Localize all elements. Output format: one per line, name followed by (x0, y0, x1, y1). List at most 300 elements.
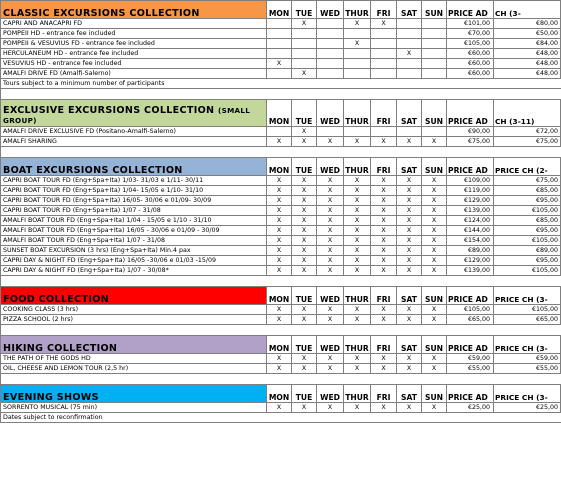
section-title-text: EXCLUSIVE EXCURSIONS COLLECTION (3, 105, 215, 116)
day-availability: X (397, 403, 422, 413)
day-availability: X (397, 354, 422, 364)
spacer-cell (494, 89, 561, 100)
day-availability: X (422, 176, 447, 186)
day-availability: X (422, 315, 447, 325)
price-child: €84,00 (494, 39, 561, 49)
spacer-cell (292, 89, 317, 100)
day-availability: X (267, 354, 292, 364)
day-availability (422, 127, 447, 137)
day-availability: X (344, 137, 371, 147)
day-availability: X (292, 19, 317, 29)
day-availability: X (397, 216, 422, 226)
note-row (1, 413, 561, 423)
tour-name: PIZZA SCHOOL (2 hrs) (1, 315, 267, 325)
day-availability (317, 19, 344, 29)
price-adult: €105,00 (447, 39, 494, 49)
day-availability: X (317, 196, 344, 206)
tour-name: COOKING CLASS (3 hrs) (1, 305, 267, 315)
spacer-cell (317, 89, 344, 100)
empty-cell (292, 413, 317, 423)
day-availability: X (344, 226, 371, 236)
price-adult-header: PRICE AD (447, 385, 494, 403)
day-availability: X (292, 246, 317, 256)
day-header: TUE (292, 385, 317, 403)
day-availability: X (422, 364, 447, 374)
day-availability: X (267, 305, 292, 315)
day-availability (371, 69, 397, 79)
spacer-cell (494, 325, 561, 336)
day-availability (422, 39, 447, 49)
day-availability: X (317, 266, 344, 276)
price-child: €48,00 (494, 49, 561, 59)
day-availability: X (371, 305, 397, 315)
day-availability: X (371, 236, 397, 246)
day-header: TUE (292, 158, 317, 176)
day-availability: X (344, 354, 371, 364)
day-availability (292, 39, 317, 49)
day-availability: X (371, 137, 397, 147)
tour-row (1, 236, 561, 246)
price-child: €105,00 (494, 305, 561, 315)
price-adult: €144,00 (447, 226, 494, 236)
spacer-cell (267, 89, 292, 100)
spacer-cell (447, 276, 494, 287)
price-adult: €60,00 (447, 69, 494, 79)
day-header: WED (317, 1, 344, 19)
spacer-cell (397, 325, 422, 336)
spacer-cell (267, 325, 292, 336)
day-availability: X (397, 315, 422, 325)
day-availability (371, 29, 397, 39)
spacer-cell (447, 147, 494, 158)
day-availability (317, 49, 344, 59)
day-header: TUE (292, 100, 317, 127)
day-availability: X (422, 206, 447, 216)
price-child: €89,00 (494, 246, 561, 256)
spacer-cell (422, 89, 447, 100)
day-availability (344, 49, 371, 59)
price-adult-header: PRICE AD (447, 336, 494, 354)
tour-row (1, 176, 561, 186)
section-title (1, 287, 267, 305)
spacer-cell (371, 325, 397, 336)
day-header: MON (267, 385, 292, 403)
day-availability: X (371, 246, 397, 256)
day-availability: X (267, 176, 292, 186)
day-availability: X (371, 315, 397, 325)
section-header (1, 1, 561, 19)
section-title-text: EVENING SHOWS (3, 392, 99, 403)
day-availability (397, 69, 422, 79)
spacer-cell (397, 147, 422, 158)
day-header: WED (317, 336, 344, 354)
day-availability: X (267, 315, 292, 325)
day-availability (344, 127, 371, 137)
day-header: SUN (422, 287, 447, 305)
price-child: €25,00 (494, 403, 561, 413)
day-availability (317, 59, 344, 69)
spacer-cell (344, 374, 371, 385)
day-availability: X (317, 216, 344, 226)
tour-name: AMALFI BOAT TOUR FD (Eng+Spa+Ita) 16/05 - 30/06 e 01/09 - 30/09 (1, 226, 267, 236)
day-availability: X (317, 226, 344, 236)
day-header: WED (317, 158, 344, 176)
price-adult: €59,00 (447, 354, 494, 364)
day-header: WED (317, 287, 344, 305)
tour-name: CAPRI DAY & NIGHT FD (Eng+Spa+Ita) 1/07 - 30/08* (1, 266, 267, 276)
tour-name: POMPEII & VESUVIUS FD - entrance fee included (1, 39, 267, 49)
price-child: €95,00 (494, 196, 561, 206)
day-availability: X (317, 364, 344, 374)
price-adult: €55,00 (447, 364, 494, 374)
day-availability: X (292, 403, 317, 413)
empty-cell (317, 79, 344, 89)
empty-cell (447, 79, 494, 89)
price-child: €75,00 (494, 137, 561, 147)
day-availability (292, 59, 317, 69)
section-header (1, 385, 561, 403)
day-availability (422, 59, 447, 69)
day-availability: X (344, 315, 371, 325)
price-adult: €89,00 (447, 246, 494, 256)
spacer-cell (371, 89, 397, 100)
day-availability: X (397, 186, 422, 196)
price-child: €85,00 (494, 186, 561, 196)
price-child: €65,00 (494, 315, 561, 325)
day-header: SAT (397, 158, 422, 176)
tour-name: HERCULANEUM HD - entrance fee included (1, 49, 267, 59)
day-availability: X (371, 196, 397, 206)
empty-cell (267, 413, 292, 423)
day-header: MON (267, 100, 292, 127)
spacer-cell (422, 325, 447, 336)
price-adult: €75,00 (447, 137, 494, 147)
spacer-cell (267, 276, 292, 287)
tour-name: AMALFI SHARING (1, 137, 267, 147)
empty-cell (267, 79, 292, 89)
day-availability: X (422, 226, 447, 236)
price-adult: €65,00 (447, 315, 494, 325)
day-availability: X (397, 364, 422, 374)
day-availability: X (371, 226, 397, 236)
spacer-cell (447, 374, 494, 385)
day-availability (422, 29, 447, 39)
day-availability (292, 49, 317, 59)
day-availability: X (267, 137, 292, 147)
day-availability: X (292, 266, 317, 276)
day-availability (422, 69, 447, 79)
spacer-cell (422, 147, 447, 158)
day-availability: X (397, 305, 422, 315)
price-child: €48,00 (494, 59, 561, 69)
spacer-cell (344, 276, 371, 287)
tour-name: CAPRI BOAT TOUR FD (Eng+Spa+Ita) 1/03- 31/03 e 1/11- 30/11 (1, 176, 267, 186)
price-adult: €154,00 (447, 236, 494, 246)
day-availability: X (371, 216, 397, 226)
day-availability: X (397, 196, 422, 206)
day-availability: X (267, 246, 292, 256)
spacer-cell (1, 325, 267, 336)
tour-row (1, 196, 561, 206)
day-availability: X (267, 186, 292, 196)
price-child: €105,00 (494, 266, 561, 276)
day-availability: X (344, 39, 371, 49)
section-note: Dates subject to reconfirmation (1, 413, 267, 423)
day-availability: X (422, 236, 447, 246)
day-availability: X (292, 226, 317, 236)
day-availability: X (292, 186, 317, 196)
empty-cell (344, 79, 371, 89)
tour-row (1, 137, 561, 147)
day-availability: X (371, 19, 397, 29)
spacer-cell (292, 325, 317, 336)
day-header: TUE (292, 1, 317, 19)
day-availability (422, 49, 447, 59)
empty-cell (447, 413, 494, 423)
day-availability: X (397, 176, 422, 186)
tour-name: AMALFI BOAT TOUR FD (Eng+Spa+Ita) 1/07 - 31/08 (1, 236, 267, 246)
day-availability (371, 127, 397, 137)
day-availability (344, 69, 371, 79)
price-child: €85,00 (494, 216, 561, 226)
price-child: €59,00 (494, 354, 561, 364)
spacer-cell (447, 89, 494, 100)
day-availability: X (317, 315, 344, 325)
spacer-cell (292, 147, 317, 158)
tour-name: SUNSET BOAT EXCURSION (3 hrs) (Eng+Spa+Ita) Min.4 pax (1, 246, 267, 256)
section-title-text: HIKING COLLECTION (3, 343, 118, 354)
day-availability: X (317, 256, 344, 266)
day-availability: X (344, 196, 371, 206)
day-availability: X (371, 176, 397, 186)
tour-row (1, 256, 561, 266)
tour-name: VESUVIUS HD - entrance fee included (1, 59, 267, 69)
empty-cell (317, 413, 344, 423)
tour-row (1, 305, 561, 315)
day-availability: X (344, 266, 371, 276)
day-availability: X (422, 216, 447, 226)
day-header: MON (267, 287, 292, 305)
price-child: €72,00 (494, 127, 561, 137)
price-child-header: PRICE CH (3- (494, 336, 561, 354)
empty-cell (422, 79, 447, 89)
day-availability: X (371, 364, 397, 374)
spacer-cell (317, 325, 344, 336)
spacer-cell (317, 374, 344, 385)
day-availability: X (371, 403, 397, 413)
spacer-cell (267, 374, 292, 385)
day-availability: X (267, 256, 292, 266)
tour-row (1, 226, 561, 236)
day-availability: X (267, 266, 292, 276)
price-child-header: PRICE CH (2- (494, 158, 561, 176)
day-availability: X (422, 186, 447, 196)
spacer-cell (494, 276, 561, 287)
empty-cell (494, 413, 561, 423)
day-availability (267, 49, 292, 59)
day-header: FRI (371, 336, 397, 354)
day-header: SUN (422, 336, 447, 354)
section-title (1, 100, 267, 127)
price-adult-header: PRICE AD (447, 100, 494, 127)
day-availability: X (397, 49, 422, 59)
price-adult: €101,00 (447, 19, 494, 29)
tour-name: SORRENTO MUSICAL (75 min) (1, 403, 267, 413)
spacer-cell (267, 147, 292, 158)
day-header: THUR (344, 385, 371, 403)
tour-name: CAPRI BOAT TOUR FD (Eng+Spa+Ita) 16/05- 30/06 e 01/09- 30/09 (1, 196, 267, 206)
section-header (1, 100, 561, 127)
day-availability: X (292, 256, 317, 266)
day-availability: X (317, 354, 344, 364)
day-header: SAT (397, 336, 422, 354)
day-availability: X (422, 403, 447, 413)
day-availability: X (422, 266, 447, 276)
price-adult: €129,00 (447, 196, 494, 206)
price-child: €50,00 (494, 29, 561, 39)
day-availability (267, 19, 292, 29)
day-availability: X (344, 403, 371, 413)
tour-row (1, 69, 561, 79)
section-title (1, 336, 267, 354)
day-availability: X (292, 315, 317, 325)
price-adult: €90,00 (447, 127, 494, 137)
tour-row (1, 186, 561, 196)
spacer-cell (371, 374, 397, 385)
price-adult: €25,00 (447, 403, 494, 413)
price-child-header: PRICE CH (3- (494, 287, 561, 305)
day-availability: X (371, 354, 397, 364)
day-availability: X (317, 137, 344, 147)
price-adult: €129,00 (447, 256, 494, 266)
day-availability (397, 59, 422, 69)
day-availability: X (397, 256, 422, 266)
spacer-cell (371, 276, 397, 287)
day-availability: X (397, 137, 422, 147)
tour-row (1, 266, 561, 276)
tour-row (1, 354, 561, 364)
price-adult: €139,00 (447, 206, 494, 216)
day-availability (397, 127, 422, 137)
spacer-cell (344, 325, 371, 336)
day-availability (267, 69, 292, 79)
section-title-text: FOOD COLLECTION (3, 294, 109, 305)
day-availability (292, 29, 317, 39)
tour-name: POMPEII HD - entrance fee included (1, 29, 267, 39)
price-child: €48,00 (494, 69, 561, 79)
day-availability: X (292, 354, 317, 364)
day-availability: X (397, 226, 422, 236)
spacer-cell (1, 276, 267, 287)
day-availability: X (317, 305, 344, 315)
tour-row (1, 127, 561, 137)
spacer-row (1, 276, 561, 287)
day-availability (397, 29, 422, 39)
day-availability: X (422, 256, 447, 266)
empty-cell (397, 79, 422, 89)
tour-row (1, 315, 561, 325)
day-header: SUN (422, 158, 447, 176)
day-availability: X (292, 305, 317, 315)
day-availability: X (317, 403, 344, 413)
tour-row (1, 49, 561, 59)
tour-row (1, 29, 561, 39)
day-availability: X (317, 176, 344, 186)
day-header: THUR (344, 1, 371, 19)
spacer-cell (344, 89, 371, 100)
day-availability: X (292, 364, 317, 374)
day-availability (397, 19, 422, 29)
day-availability: X (371, 256, 397, 266)
day-availability: X (317, 236, 344, 246)
day-availability: X (317, 186, 344, 196)
day-availability (397, 39, 422, 49)
day-availability: X (267, 403, 292, 413)
spacer-cell (397, 89, 422, 100)
day-availability: X (344, 206, 371, 216)
day-header: FRI (371, 385, 397, 403)
day-availability: X (267, 216, 292, 226)
empty-cell (422, 413, 447, 423)
section-title (1, 385, 267, 403)
spacer-row (1, 325, 561, 336)
day-availability: X (344, 305, 371, 315)
spacer-cell (422, 276, 447, 287)
day-availability (267, 127, 292, 137)
day-header: WED (317, 100, 344, 127)
price-child: €95,00 (494, 256, 561, 266)
section-title (1, 1, 267, 19)
price-adult: €105,00 (447, 305, 494, 315)
spacer-cell (371, 147, 397, 158)
section-header (1, 336, 561, 354)
tour-row (1, 206, 561, 216)
spacer-cell (317, 147, 344, 158)
day-header: WED (317, 385, 344, 403)
price-adult: €139,00 (447, 266, 494, 276)
tour-row (1, 246, 561, 256)
empty-cell (494, 79, 561, 89)
price-child: €105,00 (494, 236, 561, 246)
day-availability: X (317, 206, 344, 216)
day-availability: X (267, 59, 292, 69)
day-header: FRI (371, 100, 397, 127)
day-header: FRI (371, 158, 397, 176)
day-availability (317, 69, 344, 79)
section-title-suffix: (SMALL GROUP) (3, 106, 251, 125)
day-availability (317, 29, 344, 39)
section-title (1, 158, 267, 176)
day-availability: X (344, 236, 371, 246)
empty-cell (344, 413, 371, 423)
day-header: SAT (397, 100, 422, 127)
day-availability: X (344, 176, 371, 186)
price-child-header: PRICE CH (3- (494, 385, 561, 403)
day-header: SAT (397, 385, 422, 403)
spacer-cell (447, 325, 494, 336)
tour-name: AMALFI BOAT TOUR FD (Eng+Spa+Ita) 1/04 - 15/05 e 1/10 - 31/10 (1, 216, 267, 226)
day-availability: X (292, 69, 317, 79)
day-header: TUE (292, 336, 317, 354)
day-availability (344, 29, 371, 39)
price-child: €105,00 (494, 206, 561, 216)
day-availability: X (397, 246, 422, 256)
day-header: SAT (397, 287, 422, 305)
spacer-cell (397, 276, 422, 287)
price-adult-header: PRICE AD (447, 287, 494, 305)
tour-row (1, 403, 561, 413)
day-availability: X (344, 246, 371, 256)
